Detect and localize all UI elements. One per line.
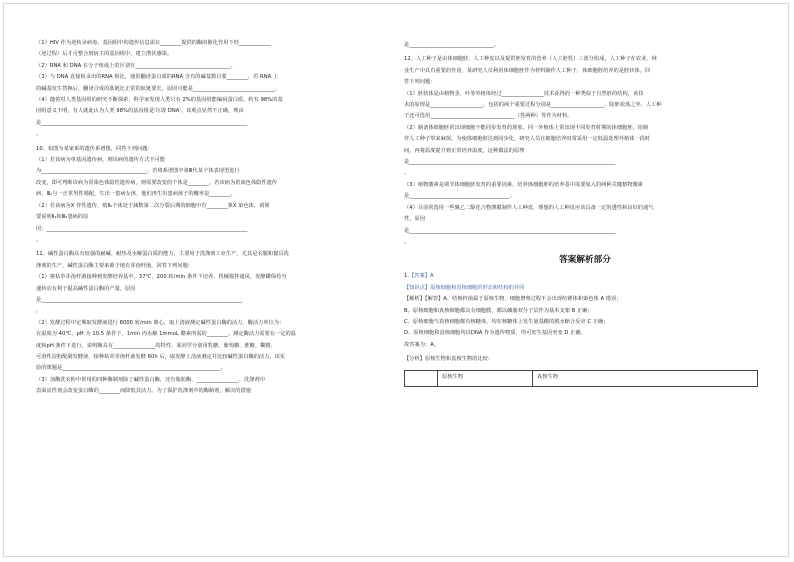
- question-12-title: 12、人工种子是由体细胞胚、人工种皮以及提供胚发育的营养（人工胚乳）三部分组成，人工种子在农业、林: [404, 56, 657, 63]
- text-line: 。: [404, 238, 410, 245]
- table-header-cell: 真核生物: [533, 370, 758, 386]
- text-line: 是________________________________。: [404, 42, 500, 48]
- text-line: 病，Ⅲ₂与一正常男性婚配，生出一患病女孩，他们再生出患病孩子的概率是________。: [36, 191, 236, 198]
- question-11-title: 11、碱性蛋白酶具有较强的耐碱、耐热及水解蛋白质的能力，主要用于洗涤剂工业生产，尤其是衣服和餐具洗: [36, 251, 289, 258]
- text-line: 。: [404, 170, 410, 177]
- text-line: （3）与 DNA 直接转录出的RNA 相比，通常翻译蛋白质的RNA 含有的碱基数目要________，若 RNA 上: [36, 74, 279, 81]
- text-line: 间，再将温度提升到正常培养温度，这种做法的原理: [404, 147, 525, 154]
- text-line: 。: [36, 236, 42, 243]
- comparison-table: [404, 370, 758, 387]
- knowledge-point: 【知识点】原核细胞和真核细胞的形态和结构的异同: [404, 284, 525, 291]
- text-line: （1）胚状体是由植物茎、叶等外植体经过________________技术获得的一种类似于自然胚的结构，该技: [404, 90, 644, 97]
- text-line: （3）植物激素是调节体细胞胚发育的重要因素，培养体细胞胚的培养基中需要加入的两种关键植物激素: [404, 181, 644, 188]
- text-line: 术的原理是____________________，包括的两个重要过程分别是____________________。除胚状体之外，人工种: [404, 102, 662, 109]
- analysis-line: C、原核细胞与真核细胞都有核糖体，均在核糖体上发生氨基酸的脱水缩合反应 C 正确；: [404, 318, 609, 325]
- text-line: （2）制备体细胞胚常出现细胞不能同步发育的现象，同一外植体上常出现不同发育时期的体细胞胚，给制: [404, 124, 649, 131]
- answer-tag: 【答案】A: [409, 273, 434, 280]
- text-line: 是____________________________________________________________________________: [36, 296, 243, 303]
- text-line: 因：____________________________________________________________________________: [36, 225, 248, 232]
- text-line: 要说明Ⅱ₂和Ⅲ₂患病的原: [36, 214, 89, 221]
- text-line: 可溶性淀粉配制发酵液，接种枯草芽孢杆菌发酵 60h 后，取发酵上清液测定并比较碱性蛋白酶的活力，该实: [36, 353, 286, 360]
- answer-question-number: 1.【答案】A: [404, 273, 434, 280]
- analysis-line: B、原核细胞和真核细胞都具有细胞膜，都以磷脂双分子层作为基本支架 B 正确；: [404, 307, 593, 314]
- table-header-row: [405, 370, 758, 386]
- text-line: 是______________________________________。: [404, 193, 515, 200]
- analysis-summary: 【分析】原核生物和真核生物的比较：: [404, 356, 494, 363]
- left-column: [36, 38, 398, 398]
- answer-conclusion: 故答案为：A。: [404, 341, 440, 348]
- right-column: [404, 40, 766, 387]
- text-line: 是______________________________________________________________________________: [36, 119, 248, 126]
- table-header-cell: [405, 370, 438, 386]
- text-line: 是______________________________________________________________________________: [404, 159, 616, 166]
- text-line: （1）若该病为单基因遗传病，则该病的遗传方式不可能: [36, 157, 166, 164]
- text-line: 。: [36, 131, 42, 138]
- text-line: 改变，即可判断该病为常染色体隐性遗传病，则需要改变的个体是________。若该病为常染色体隐性遗传: [36, 179, 278, 186]
- text-line: 子还可选用________________________________（答两种）等作为材料。: [404, 113, 573, 120]
- text-line: 因组意义不明，有人就此认为人类 98%的基因组是'垃圾 DNA'。该观点显然不正确，理由: [36, 108, 244, 115]
- text-line: （1）将枯草芽孢杆菌接种到发酵培养基中，37℃，200 转/min 条件下培养。机械搅拌通风，发酵罐保持匀: [36, 274, 287, 281]
- analysis-line: D、原核细胞和真核细胞均以DNA 作为遗传物质，均可发生基因突变 D 正确。: [404, 330, 586, 337]
- text-line: 业生产中具有重要的作用，某研究人员利用体细胞胚作为材料制作人工种子，体细胞胚培养的是胚状体。回: [404, 67, 651, 74]
- table-header-cell: 原核生物: [438, 370, 533, 386]
- text-line: （2）发酵过程中定期取发酵液进行 8000 转/min 离心，取上清液测定碱性蛋白酶的活力。酶活力单位为：: [36, 319, 285, 326]
- text-line: 作人工种子带来麻烦。为使体细胞胚达到同步化，研究人员在细胞培养时常采用一定低温处理外植体一段时: [404, 136, 651, 143]
- question-10-title: 10、如图为某家系的遗传系谱图，回答下列问题：: [36, 145, 153, 152]
- text-line: 为________________________________________。若将系谱图中第Ⅲ代某个体表现型进行: [36, 168, 240, 175]
- text-line: 的碱基发生替换后，翻译合成的肽链比正常的肽链要长，原因可能是_______________________________。: [36, 85, 281, 92]
- answer-section-heading: 答案解析部分: [559, 255, 611, 266]
- text-line: （2）若该病为X 伴性遗传，则Ⅱ₂个体处于减数第二次分裂后期的细胞中有________条X 染色体，请简: [36, 202, 270, 209]
- text-line: （逆过程）后才可整合到宿主的基因组中，建立潜伏感染。: [36, 51, 173, 58]
- text-line: 在温度为 40℃，pH 为 10.5 条件下，1min 内水解 1mmoL 酪素所需的________。测定酶活力需要在一定的温: [36, 331, 297, 338]
- text-line: （4）随着对人类基因组的研究不断探索，科学家发现人类只有 2%的基因组能编码蛋白质，约有 98%的基: [36, 97, 283, 104]
- text-line: 性，原因: [404, 216, 425, 223]
- text-line: 。: [36, 308, 42, 315]
- text-line: 涤剂的生产，碱性蛋白酶主要来源于地衣芽孢杆菌。回答下列问题：: [36, 262, 194, 269]
- text-line: 表面活性剂会改变蛋白酶的________而降低其活力。为了保护洗涤剂中的酶制剂，解决的措施: [36, 388, 251, 395]
- text-line: 度和pH 条件下进行，说明酶具有________________的特性。某同学分别用乳糖、葡萄糖、蔗糖、糊精、: [36, 342, 276, 349]
- text-line: 是______________________________________________________________________________: [404, 227, 616, 234]
- text-line: （1）HIV 作为逆转录病毒，基因组中的遗传信息需在________提供的酶的催化作用下经____________: [36, 40, 271, 46]
- text-line: （3）加酶洗衣粉中常用的四种酶制剂除了碱性蛋白酶，还有脂肪酶、________________。洗涤剂中: [36, 376, 265, 383]
- text-line: 答下列问题：: [404, 79, 436, 86]
- text-line: 速转动有利于提高碱性蛋白酶的产量，原因: [36, 285, 136, 292]
- text-line: （4）目前常选用一些聚乙二醇化合物薄膜制作人工种皮，理想的人工种皮应该具备一定的透性和良好的通气: [404, 204, 654, 211]
- text-line: 验的课题是____________________________________________________________。: [36, 365, 227, 372]
- analysis-line: 【解析】【解答】A、结核杆菌属于原核生物，细胞增殖过程不会出现纺锤体和染色体 A 错误；: [404, 296, 622, 303]
- text-line: （2）RNA 和 DNA 在分子组成上的区别有____________________________________。: [36, 62, 236, 69]
